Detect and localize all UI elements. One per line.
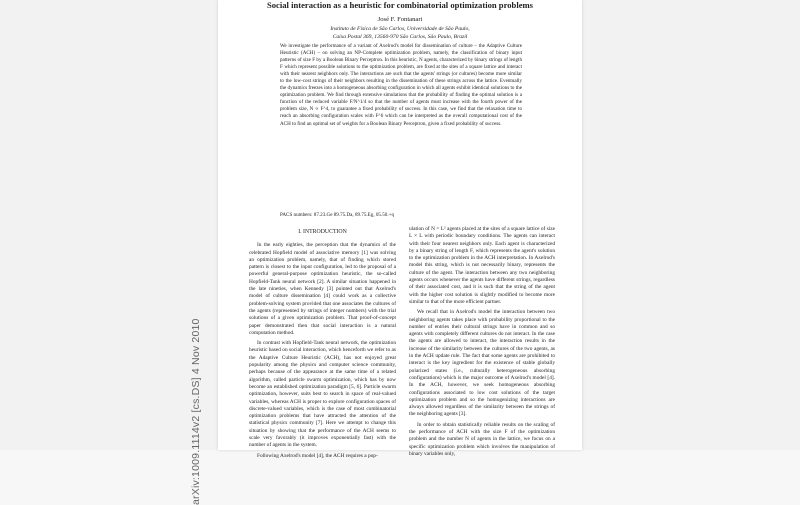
arxiv-stamp: arXiv:1009.1114v2 [cs.DS] 4 Nov 2010 xyxy=(190,318,202,505)
affiliation-line-1: Instituto de Física de São Carlos, Universidade de São Paulo, xyxy=(330,26,470,32)
paper-author: José F. Fontanari xyxy=(377,16,423,23)
right-column xyxy=(409,226,555,458)
affiliation-line-2: Caixa Postal 369, 13560-970 São Carlos, São Paulo, Brazil xyxy=(332,34,468,40)
right-paragraph-1: ulation of N = L² agents placed at the sites of a square lattice of size L × L with periodic boundary conditions. The agents can interact with their four nearest neighbors only. Each agent is characterized by a binary string of length F, which represents the agent's solution to the optimization problem in the ACH interpretation. In Axelrod's model this string, which is not necessarily binary, represents the culture of the agent. The interaction between any two neighboring agents occurs whenever the agents have different strings, regardless of their associated cost, and it is such that the string of the agent with the higher cost solution is slightly modified to become more similar to that of the more efficient partner. xyxy=(409,226,555,305)
section-heading: I. INTRODUCTION xyxy=(298,229,347,235)
pacs-numbers: PACS numbers: 87.23.Ge 89.75.Da, 89.75.Eg, 05.50.+q xyxy=(280,212,395,218)
right-paragraph-3: In order to obtain statistically reliable results on the scaling of the performance of ACH with the size F of the optimization problem and the number N of agents in the lattice, we focus on a specific optimization problem which involves the manipulation of binary variables only, xyxy=(409,421,555,457)
left-paragraph-3: Following Axelrod's model [4], the ACH requires a pop- xyxy=(257,452,378,459)
abstract: We investigate the performance of a variant of Axelrod's model for dissemination of culture – the Adaptive Culture Heuristic (ACH) – on solving an NP-Complete optimization problem, namely, the classification of binary input patterns of size F by a Boolean Binary Perceptron. In this heuristic, N agents, characterized by binary strings of length F which represent possible solutions to the optimization problem, are fixed at the sites of a square lattice and interact with their nearest neighbors only. The interactions are such that the agents' strings (or cultures) become more similar to the low-cost strings of their neighbors resulting in the dissemination of these strings across the lattice. Eventually the dynamics freezes into a homogeneous absorbing configuration in which all agents exhibit identical solutions to the optimization problem. We find through extensive simulations that the probability of finding the optimal solution is a function of the reduced variable F/N^1/4 so that the number of agents must increase with the fourth power of the problem size, N ∝ F^4, to guarantee a fixed probability of success. In this case, we find that the relaxation time to reach an absorbing configuration scales with F^6 which can be interpreted as the overall computational cost of the ACH to find an optimal set of weights for a Boolean Binary Perceptron, given a fixed probability of success. xyxy=(280,43,522,127)
author-affiliation xyxy=(218,25,582,41)
paper-title: Social interaction as a heuristic for combinatorial optimization problems xyxy=(266,0,534,10)
pdf-page xyxy=(218,0,582,459)
right-paragraph-2: We recall that in Axelrod's model the interaction between two neighboring agents takes place with probability proportional to the number of entries their cultural strings have in common and so agents with completely different cultures do not interact. In the case the agents are allowed to interact, the interaction results in the increase of the similarity between the cultures of the two agents, as in the ACH update rule. The fact that some agents are prohibited to interact is the key ingredient for the existence of stable globally polarized states (i.e., culturally heterogeneous absorbing configurations) which is the major outcome of Axelrod's model [4]. In the ACH, however, we seek homogeneous absorbing configurations associated to low cost solutions of the target optimization problem and so the homogenizing interactions are always allowed regardless of the similarity between the strings of the neighboring agents [3]. xyxy=(409,309,555,418)
left-paragraph-2: In contrast with Hopfield-Tank neural network, the optimization heuristic based on social interaction, which henceforth we refer to as the Adaptive Culture Heuristic (ACH), has not enjoyed great popularity among the physics and computer science community, perhaps because of the appearance at the same time of a related algorithm, called particle swarm optimization, which has by now become an established optimization paradigm [5, 6]. Particle swarm optimization, however, suits best to search in space of real-valued variables, whereas ACH is proper to explore configuration spaces of discrete-valued variables, which is the case of most combinatorial optimization problems that have attracted the attention of the statistical physics community [7]. Here we attempt to change this situation by showing that the performance of the ACH seems to scale very favorably (it improves exponentially fast) with the number of agents in the system. xyxy=(249,340,396,449)
left-paragraph-1: In the early eighties, the perception that the dynamics of the celebrated Hopfield model of associative memory [1] was solving an optimization problem, namely, that of finding which stored pattern is closest to the input configuration, led to the proposal of a powerful general-purpose optimization heuristic, the so-called Hopfield-Tank neural network [2]. A similar situation happened in the late nineties, when Kennedy [3] pointed out that Axelrod's model of culture dissemination [4] could work as a collective problem-solving system provided that one associates the cultures of the agents (represented by strings of integer numbers) with the trial solutions of a given optimization problem. That proof-of-concept paper demonstrated then that social interaction is a natural computation method. xyxy=(249,242,396,336)
left-column xyxy=(249,226,396,460)
